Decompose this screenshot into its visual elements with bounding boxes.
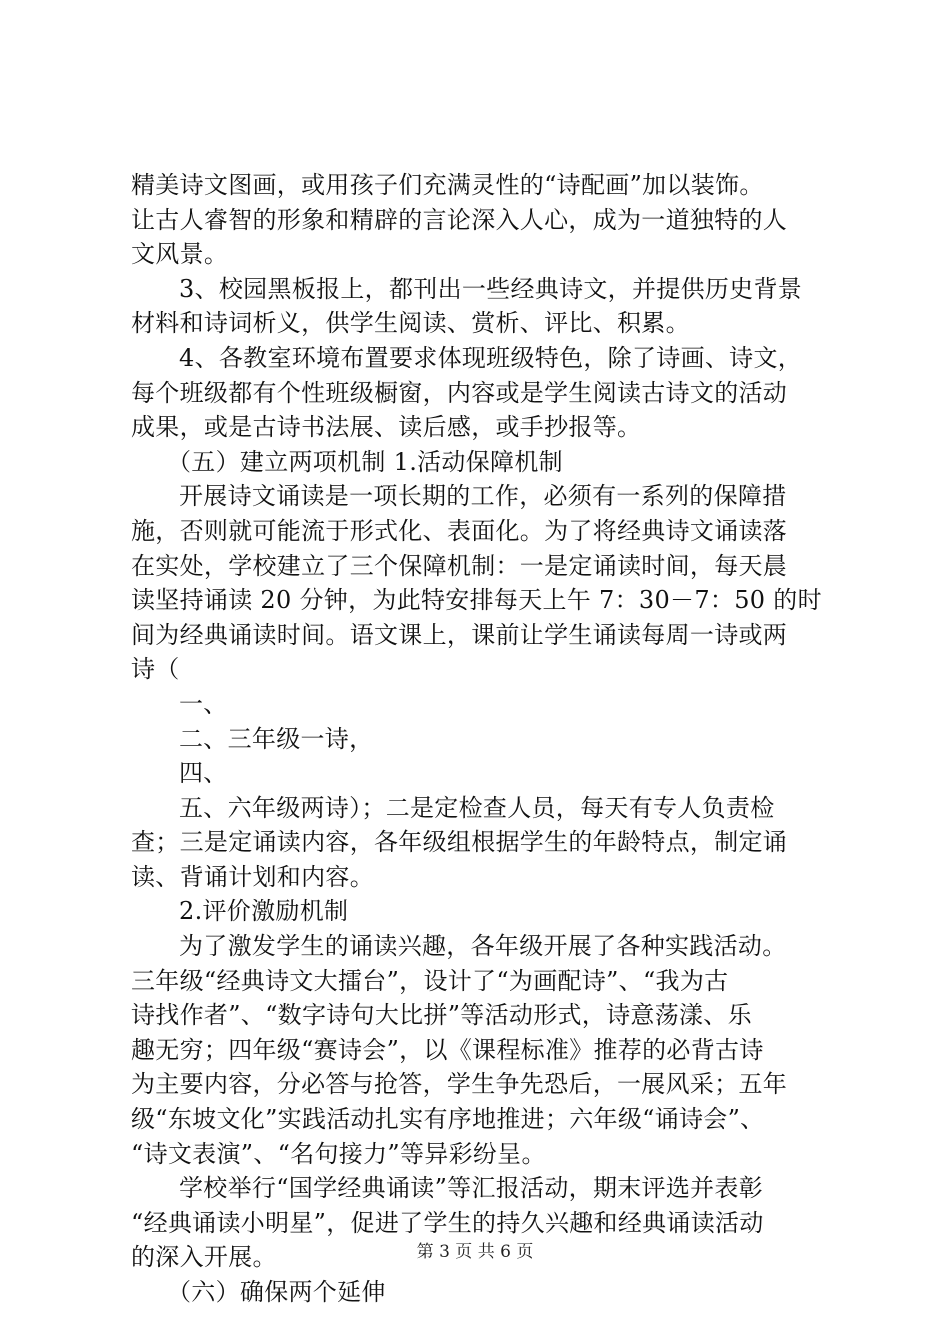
text-line: “诗文表演”、“名句接力”等异彩纷呈。 — [131, 1139, 546, 1168]
section-heading: （五）建立两项机制 1.活动保障机制 — [167, 447, 563, 476]
document-body — [131, 168, 831, 1310]
text-line: “经典诵读小明星”，促进了学生的持久兴趣和经典诵读活动 — [131, 1208, 764, 1237]
text-line: 在实处，学校建立了三个保障机制：一是定诵读时间，每天晨 — [131, 551, 788, 580]
text-line: 二、三年级一诗， — [179, 724, 374, 753]
text-line: 诗找作者”、“数字诗句大比拼”等活动形式，诗意荡漾、乐 — [131, 1001, 752, 1030]
text-line: 级“东坡文化”实践活动扎实有序地推进；六年级“诵诗会”、 — [131, 1105, 765, 1134]
text-line: 的深入开展。 — [131, 1243, 277, 1272]
text-line: 3、校园黑板报上，都刊出一些经典诗文，并提供历史背景 — [179, 274, 803, 303]
text-line: 四、 — [179, 759, 228, 788]
text-line: 开展诗文诵读是一项长期的工作，必须有一系列的保障措 — [179, 482, 787, 511]
text-line: 诗（ — [131, 655, 180, 684]
section-heading: （六）确保两个延伸 — [167, 1278, 386, 1306]
text-line: 施，否则就可能流于形式化、表面化。为了将经典诗文诵读落 — [131, 516, 788, 545]
text-line: 每个班级都有个性班级橱窗，内容或是学生阅读古诗文的活动 — [131, 378, 788, 407]
text-line: 五、六年级两诗）；二是定检查人员，每天有专人负责检 — [179, 793, 775, 822]
section-heading: 2.评价激励机制 — [179, 897, 349, 926]
text-line: 让古人睿智的形象和精辟的言论深入人心，成为一道独特的人 — [131, 205, 788, 234]
text-line: 一、 — [179, 689, 228, 718]
text-line: 读、背诵计划和内容。 — [131, 862, 374, 891]
text-line: 查；三是定诵读内容，各年级组根据学生的年龄特点，制定诵 — [131, 828, 788, 857]
text-line: 趣无穷；四年级“赛诗会”，以《课程标准》推荐的必背古诗 — [131, 1035, 764, 1064]
text-line: 精美诗文图画，或用孩子们充满灵性的“诗配画”加以装饰。 — [131, 171, 764, 199]
text-line: 4、各教室环境布置要求体现班级特色，除了诗画、诗文， — [179, 343, 803, 372]
text-line: 成果，或是古诗书法展、读后感，或手抄报等。 — [131, 413, 642, 442]
text-line: 为了激发学生的诵读兴趣，各年级开展了各种实践活动。 — [179, 932, 787, 961]
text-line: 读坚持诵读 20 分钟，为此特安排每天上午 7：30－7：50 的时 — [131, 586, 822, 615]
text-line: 学校举行“国学经典诵读”等汇报活动，期末评选并表彰 — [179, 1174, 764, 1203]
text-line: 材料和诗词析义，供学生阅读、赏析、评比、积累。 — [131, 309, 690, 338]
text-line: 间为经典诵读时间。语文课上，课前让学生诵读每周一诗或两 — [131, 620, 788, 649]
text-line: 三年级“经典诗文大擂台”，设计了“为画配诗”、“我为古 — [131, 966, 729, 995]
text-line: 文风景。 — [131, 240, 229, 269]
page-number-footer: 第 3 页 共 6 页 — [416, 1242, 534, 1262]
text-line: 为主要内容，分必答与抢答，学生争先恐后，一展风采；五年 — [131, 1070, 788, 1099]
